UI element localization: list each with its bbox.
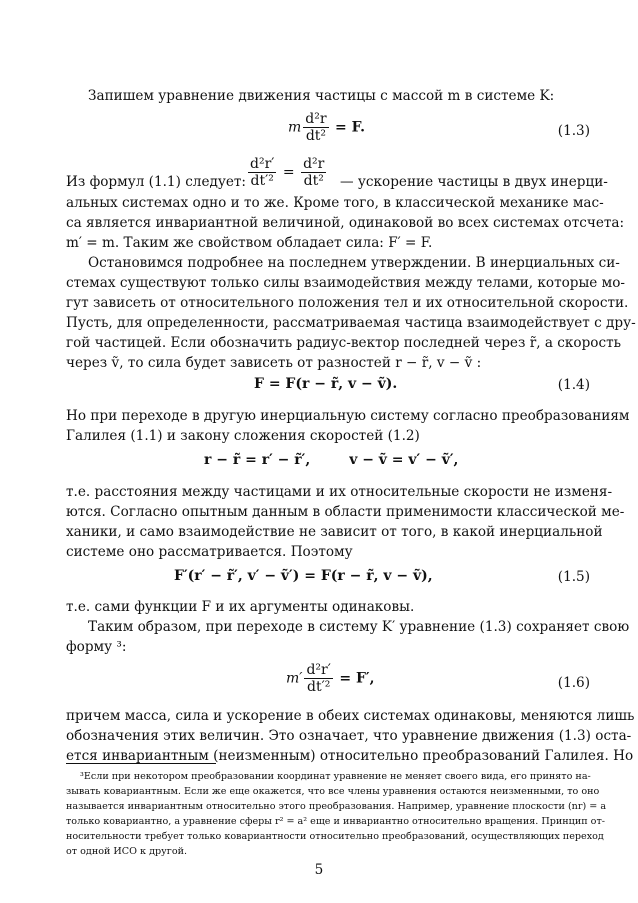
text-line: Запишем уравнение движения частицы с массой m в системе K: bbox=[88, 88, 555, 104]
text-line: альных системах одно и то же. Кроме того, в классической механике мас- bbox=[66, 195, 604, 211]
eq-equals: = bbox=[282, 164, 295, 181]
text-line: m′ = m. Таким же свойством обладает сила: F′ = F. bbox=[66, 235, 433, 251]
equation-number: (1.5) bbox=[557, 569, 590, 585]
text-line: причем масса, сила и ускорение в обеих системах одинаковы, меняются лишь bbox=[66, 708, 635, 724]
text-line: ется инвариантным (неизменным) относительно преобразований Галилея. Но bbox=[66, 748, 634, 764]
text-line: форму ³: bbox=[66, 639, 127, 655]
text-line: т.е. сами функции F и их аргументы одинаковы. bbox=[66, 599, 415, 615]
text-line: са является инвариантной величиной, одинаковой во всех системах отсчета: bbox=[66, 215, 625, 231]
eq-numerator: d²r′ bbox=[306, 662, 331, 678]
footnote-line: носительности требует только ковариантности относительно преобразований, осуществляющих переход bbox=[66, 831, 604, 842]
equation-1-6 bbox=[286, 662, 374, 695]
text-line: Но при переходе в другую инерциальную систему согласно преобразованиям bbox=[66, 408, 630, 424]
text-line: ханики, и само взаимодействие не зависит от того, в какой инерциальной bbox=[66, 524, 603, 540]
eq-rhs: = F. bbox=[335, 119, 366, 136]
equation-number: (1.4) bbox=[557, 377, 590, 393]
text-line: системе оно рассматривается. Поэтому bbox=[66, 544, 353, 560]
text-line: гой частицей. Если обозначить радиус-вектор последней через r̃, а скорость bbox=[66, 335, 621, 351]
equation-1-4: F = F(r − r̃, v − ṽ). bbox=[254, 376, 398, 392]
text-line: стемах существуют только силы взаимодействия между телами, которые мо- bbox=[66, 275, 626, 291]
text-line: гут зависеть от относительного положения тел и их относительной скорости. bbox=[66, 295, 629, 311]
eq-numerator: d²r′ bbox=[250, 156, 275, 172]
eq-denominator: dt′² bbox=[307, 679, 331, 695]
text-line: ются. Согласно опытным данным в области применимости классической ме- bbox=[66, 504, 625, 520]
equation-differences: r − r̃ = r′ − r̃′, v − ṽ = v′ − ṽ′, bbox=[204, 452, 459, 468]
equation-number: (1.3) bbox=[557, 123, 590, 139]
text-line: обозначения этих величин. Это означает, что уравнение движения (1.3) оста- bbox=[66, 728, 632, 744]
equation-number: (1.6) bbox=[557, 675, 590, 691]
equation-1-3 bbox=[288, 111, 365, 144]
eq-mass: m′ bbox=[286, 670, 303, 687]
eq-mass: m bbox=[288, 119, 302, 136]
eq-denominator: dt′² bbox=[250, 173, 274, 189]
text-line: Таким образом, при переходе в систему K′ уравнение (1.3) сохраняет свою bbox=[88, 619, 630, 635]
eq-numerator: d²r bbox=[305, 111, 327, 127]
page-number: 5 bbox=[314, 862, 324, 878]
acceleration-equality bbox=[246, 156, 328, 189]
eq-denominator: dt² bbox=[303, 173, 324, 189]
text-line: Остановимся подробнее на последнем утверждении. В инерциальных си- bbox=[88, 255, 620, 271]
text-line: — ускорение частицы в двух инерци- bbox=[340, 174, 608, 190]
eq-numerator: d²r bbox=[303, 156, 325, 172]
text-line: Из формул (1.1) следует: bbox=[66, 174, 246, 190]
text-line: т.е. расстояния между частицами и их относительные скорости не изменя- bbox=[66, 484, 613, 500]
footnote-line: называется инвариантным относительно этого преобразования. Например, уравнение плоскости (nr) = a bbox=[66, 801, 607, 812]
footnote-line: от одной ИСО к другой. bbox=[66, 846, 188, 857]
text-line: Галилея (1.1) и закону сложения скоростей (1.2) bbox=[66, 428, 420, 444]
equation-1-5: F′(r′ − r̃′, v′ − ṽ′) = F(r − r̃, v − ṽ), bbox=[174, 568, 433, 584]
text-line: Пусть, для определенности, рассматриваемая частица взаимодействует с дру- bbox=[66, 315, 636, 331]
footnote-line: зывать ковариантным. Если же еще окажется, что все члены уравнения остаются неизменными, то оно bbox=[66, 786, 600, 797]
eq-denominator: dt² bbox=[305, 128, 327, 144]
text-line: через ṽ, то сила будет зависеть от разностей r − r̃, v − ṽ : bbox=[66, 355, 482, 371]
eq-rhs: = F′, bbox=[339, 670, 375, 687]
footnote-line: только ковариантно, а уравнение сферы r² = a² еще и инвариантно относительно вращения. Принцип от- bbox=[66, 816, 606, 827]
footnote-line: ³Если при некотором преобразовании координат уравнение не меняет своего вида, его принято на- bbox=[80, 771, 591, 782]
footnote-rule bbox=[66, 763, 216, 764]
